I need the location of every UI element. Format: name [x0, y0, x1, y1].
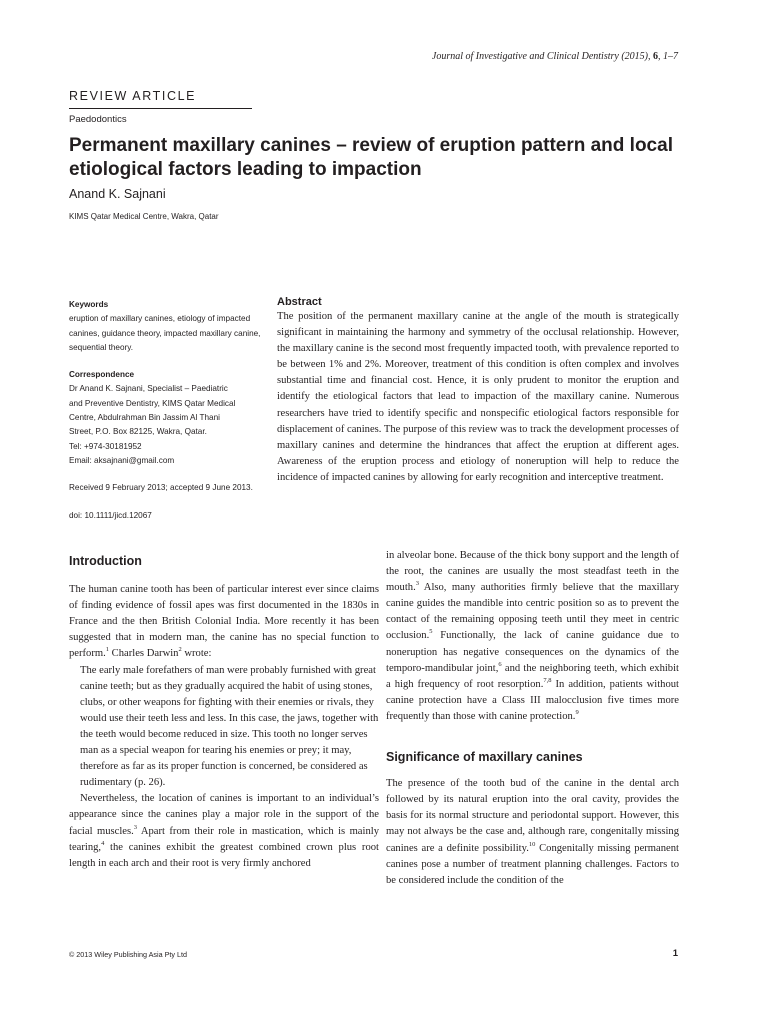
journal-name: Journal of Investigative and Clinical Dentistry: [431, 51, 619, 62]
correspondence-phone: Tel: +974-30181952: [69, 441, 142, 451]
correspondence-line: Street, P.O. Box 82125, Wakra, Qatar.: [69, 427, 207, 437]
citation-ref[interactable]: 6: [498, 660, 502, 668]
correspondence-line: Centre, Abdulrahman Bin Jassim Al Thani: [69, 413, 220, 423]
correspondence-line: and Preventive Dentistry, KIMS Qatar Medical: [69, 398, 236, 408]
page-number: 1: [672, 948, 678, 959]
article-sidebar: [69, 298, 265, 523]
keywords-text: eruption of maxillary canines, etiology of impacted canines, guidance theory, impacted maxillary canine, sequential theory.: [69, 314, 261, 352]
citation-ref[interactable]: 3: [133, 823, 137, 831]
introduction-heading: Introduction: [69, 554, 142, 568]
citation-ref[interactable]: 5: [429, 628, 433, 636]
citation-ref[interactable]: 1: [105, 646, 110, 654]
citation-ref[interactable]: 9: [575, 708, 579, 716]
header-rule: [69, 108, 252, 109]
correspondence-email[interactable]: Email: aksajnani@gmail.com: [69, 455, 175, 465]
keywords-heading: Keywords: [69, 300, 109, 309]
article-title: Permanent maxillary canines – review of eruption pattern and local etiological factors leading to impaction: [69, 135, 673, 180]
citation-ref[interactable]: 7,8: [543, 676, 552, 684]
body-column-right: [386, 548, 679, 889]
citation-ref[interactable]: 4: [101, 839, 105, 847]
journal-volume: 6: [653, 51, 658, 62]
significance-heading: Significance of maxillary canines: [386, 750, 583, 765]
intro-paragraph-continued: in alveolar bone. Because of the thick bony support and the length of the root, the canines are usually the most steadfast teeth in the mouth.$^3$ Also, many authorities firmly believe that the maxillary canine guides the mandible into centric position so as to prevent the contact of the remaining opposing teeth until they meet in centric occlusion.$^5$ Functionally, the lack of canine guidance due to noneruption has negative consequences on the dynamics of the temporo-mandibular joint,$^6$ and the neighboring teeth, which exhibit a high frequency of root resorption.$^{7,8}$ In addition, patients without canine protection have a Class III malocclusion five times more frequently than those with canine protection.$^9$: [386, 550, 680, 722]
citation-ref[interactable]: 10: [528, 840, 536, 848]
journal-citation: [432, 51, 678, 62]
intro-paragraph-1: The human canine tooth has been of particular interest ever since claims of finding evidence of fossil apes was first documented in the 1830s in France and the then British Colonial India. More recently it has been suggested that in modern man, the canine has no special function to perform.$^1$ Charles Darwin$^2$ wrote:: [69, 584, 379, 660]
significance-paragraph: The presence of the tooth bud of the canine in the dental arch followed by its natural eruption into the oral cavity, provides the basis for its normal structure and periodontal support. However, this may not always be the case and, although rare, congenitally missing canines are a definite possibility.$^{10}$ Congenitally missing permanent canines pose a number of treatment planning challenges. Factors to be considered include the condition of the: [386, 778, 679, 886]
correspondence-heading: Correspondence: [69, 370, 135, 380]
abstract-heading: Abstract: [277, 296, 322, 308]
abstract-text: The position of the permanent maxillary canine at the angle of the mouth is strategically significant in maintaining the harmony and symmetry of the occlusal relationship. However, the maxillary canine is the second most frequently impacted tooth, with prevalence reported to be between 1% and 2%. Moreover, treatment of this condition is often complex and involves substantial time and financial cost. Hence, it is only prudent to monitor the eruption and identify the etiological factors that lead to impaction of the maxillary canine. Numerous researchers have tried to identify specific and nonspecific etiological factors responsible for displacement of canines. The purpose of this review was to track the development processes of maxillary canines and determine the hindrances that affect the eruption at different ages. Awareness of the eruption process and etiology of noneruption will help to reduce the incidence of impacted canines by allowing for early recognition and interceptive treatment.: [277, 311, 679, 483]
author-affiliation: KIMS Qatar Medical Centre, Wakra, Qatar: [69, 212, 219, 221]
body-column-left: [69, 548, 379, 872]
doi[interactable]: doi: 10.1111/jicd.12067: [69, 510, 152, 520]
article-section: Paedodontics: [69, 114, 127, 125]
article-author: Anand K. Sajnani: [69, 187, 166, 201]
citation-ref[interactable]: 3: [415, 580, 419, 588]
intro-paragraph-2: Nevertheless, the location of canines is important to an individual’s appearance since the canines play a major role in the support of the facial muscles.$^3$ Apart from their role in mastication, which is mainly tearing,$^4$ the canines exhibit the greatest combined crown plus root length in each arch and their root is very firmly anchored: [69, 793, 379, 869]
journal-year: (2015),: [618, 51, 653, 62]
received-dates: Received 9 February 2013; accepted 9 June 2013.: [69, 483, 253, 493]
citation-ref[interactable]: 2: [178, 646, 182, 654]
darwin-quote: The early male forefathers of man were probably furnished with great canine teeth; but as they gradually acquired the habit of using stones, clubs, or other weapons for fighting with their enemies or rivals, they would use their teeth less and less. In this case, the jaws, together with the teeth would become reduced in size. This tooth no longer serves man as a special weapon for tearing his enemies or prey; it may, therefore as far as its proper function is concerned, be considered as rudimentary (p. 26).: [80, 664, 379, 789]
copyright-notice: © 2013 Wiley Publishing Asia Pty Ltd: [69, 950, 187, 959]
abstract-section: [277, 296, 679, 486]
journal-pages: , 1–7: [658, 51, 678, 62]
article-type-label: REVIEW ARTICLE: [69, 89, 197, 103]
correspondence-line: Dr Anand K. Sajnani, Specialist – Paediatric: [69, 384, 228, 394]
